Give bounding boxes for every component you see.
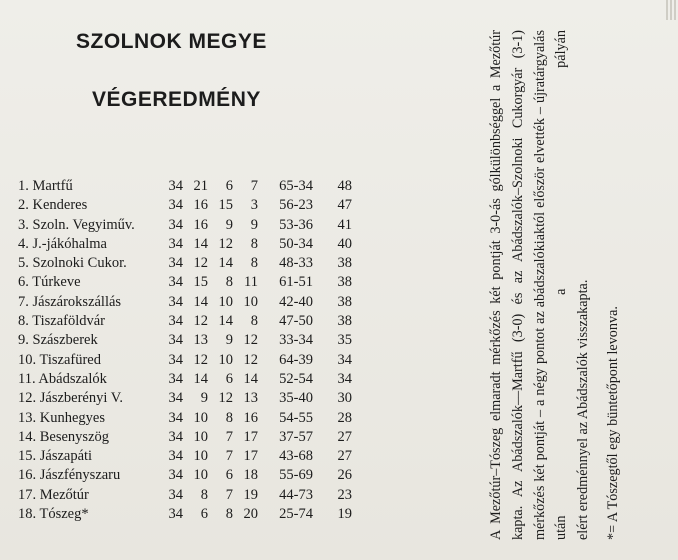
team-label: Szászberek	[32, 332, 98, 349]
points-cell: 38	[337, 313, 352, 330]
played-cell: 34	[168, 448, 183, 465]
rank-number: 12.	[18, 390, 37, 407]
match-note-text: A Mezőtúr–Tószeg elmaradt mérkőzés két pontját 3-0-ás gólkülönbséggel a Mezőtúr kapta. Az Abádszalók––Martfű (3-0) és az Abádszalók–Szolnoki Cukorgyár (3-1) mérkőzés két pontját – a négy pontot az abádszalókiaktól először elvették – újratárgyalás után a pályán	[488, 30, 570, 540]
points-cell: 27	[337, 448, 352, 465]
team-name	[18, 236, 107, 253]
rank-number: 10.	[18, 351, 37, 368]
drawn-cell: 6	[225, 370, 233, 387]
lost-cell: 12	[243, 332, 258, 349]
won-cell: 14	[193, 293, 208, 310]
played-cell: 34	[168, 332, 183, 349]
played-cell: 34	[168, 409, 183, 426]
goals-cell: 35-40	[279, 390, 313, 407]
won-cell: 14	[193, 370, 208, 387]
lost-cell: 7	[250, 178, 258, 194]
standings-row	[18, 371, 368, 390]
won-cell: 12	[193, 351, 208, 368]
team-label: Kenderes	[32, 197, 88, 214]
drawn-cell: 12	[218, 390, 233, 407]
lost-cell: 9	[250, 216, 258, 233]
lost-cell: 8	[250, 235, 258, 252]
team-name	[18, 487, 89, 504]
drawn-cell: 6	[225, 178, 233, 194]
goals-cell: 65-34	[279, 178, 313, 194]
lost-cell: 3	[250, 197, 258, 214]
team-name	[18, 390, 123, 407]
points-cell: 38	[337, 293, 352, 310]
standings-row	[18, 410, 368, 429]
rank-number: 6.	[18, 274, 29, 291]
lost-cell: 13	[243, 390, 258, 407]
standings-row	[18, 390, 368, 409]
standings-row	[18, 332, 368, 351]
standings-row	[18, 467, 368, 486]
won-cell: 16	[193, 197, 208, 214]
team-name	[18, 506, 89, 523]
points-cell: 26	[337, 467, 352, 484]
match-note-last-line: elért eredménnyel az Abádszalók visszakapta.	[575, 279, 592, 540]
team-name	[18, 178, 73, 195]
team-name	[18, 217, 135, 234]
standings-table	[18, 178, 368, 525]
played-cell: 34	[168, 235, 183, 252]
team-name	[18, 429, 109, 446]
lost-cell: 19	[243, 486, 258, 503]
team-name	[18, 255, 127, 272]
points-cell: 30	[337, 390, 352, 407]
match-note	[486, 30, 595, 540]
goals-cell: 53-36	[279, 216, 313, 233]
standings-row	[18, 313, 368, 332]
standings-row	[18, 294, 368, 313]
team-label: Szolnoki Cukor.	[32, 255, 127, 272]
rank-number: 15.	[18, 448, 37, 465]
county-title: SZOLNOK MEGYE	[76, 30, 267, 53]
played-cell: 34	[168, 178, 183, 194]
points-cell: 47	[337, 197, 352, 214]
drawn-cell: 12	[218, 235, 233, 252]
won-cell: 9	[200, 390, 208, 407]
won-cell: 8	[200, 486, 208, 503]
rank-number: 9.	[18, 332, 29, 349]
rank-number: 5.	[18, 255, 29, 272]
perforation-edge	[666, 0, 678, 20]
team-label: Martfű	[32, 178, 73, 194]
played-cell: 34	[168, 274, 183, 291]
standings-row	[18, 506, 368, 525]
lost-cell: 17	[243, 448, 258, 465]
drawn-cell: 15	[218, 197, 233, 214]
penalty-footnote: *= A Tószegtől egy büntetőpont levonva.	[604, 306, 621, 540]
played-cell: 34	[168, 390, 183, 407]
points-cell: 35	[337, 332, 352, 349]
team-name	[18, 197, 87, 214]
team-label: J.-jákóhalma	[32, 235, 107, 252]
standings-row	[18, 236, 368, 255]
rank-number: 18.	[18, 506, 37, 523]
goals-cell: 37-57	[279, 428, 313, 445]
team-label: Besenyszög	[39, 428, 110, 445]
rank-number: 8.	[18, 313, 29, 330]
standings-row	[18, 178, 368, 197]
vertical-note	[486, 30, 625, 540]
drawn-cell: 9	[225, 216, 233, 233]
goals-cell: 42-40	[279, 293, 313, 310]
played-cell: 34	[168, 506, 183, 523]
goals-cell: 48-33	[279, 255, 313, 272]
lost-cell: 17	[243, 428, 258, 445]
lost-cell: 14	[243, 370, 258, 387]
points-cell: 23	[337, 486, 352, 503]
standings-row	[18, 217, 368, 236]
team-label: Tószeg*	[39, 506, 89, 523]
points-cell: 40	[337, 235, 352, 252]
rank-number: 17.	[18, 486, 37, 503]
won-cell: 12	[193, 255, 208, 272]
points-cell: 28	[337, 409, 352, 426]
played-cell: 34	[168, 197, 183, 214]
played-cell: 34	[168, 467, 183, 484]
won-cell: 13	[193, 332, 208, 349]
goals-cell: 56-23	[279, 197, 313, 214]
goals-cell: 44-73	[279, 486, 313, 503]
goals-cell: 43-68	[279, 448, 313, 465]
goals-cell: 52-54	[279, 370, 313, 387]
goals-cell: 25-74	[279, 506, 313, 523]
goals-cell: 47-50	[279, 313, 313, 330]
won-cell: 10	[193, 448, 208, 465]
final-results-heading: VÉGEREDMÉNY	[92, 88, 261, 111]
drawn-cell: 7	[225, 486, 233, 503]
won-cell: 12	[193, 313, 208, 330]
drawn-cell: 10	[218, 293, 233, 310]
standings-row	[18, 274, 368, 293]
team-name	[18, 313, 105, 330]
played-cell: 34	[168, 370, 183, 387]
points-cell: 41	[337, 216, 352, 233]
won-cell: 10	[193, 409, 208, 426]
lost-cell: 8	[250, 255, 258, 272]
team-label: Tiszafüred	[39, 351, 101, 368]
team-name	[18, 294, 121, 311]
lost-cell: 12	[243, 351, 258, 368]
team-name	[18, 448, 92, 465]
standings-row	[18, 255, 368, 274]
drawn-cell: 10	[218, 351, 233, 368]
goals-cell: 33-34	[279, 332, 313, 349]
standings-row	[18, 487, 368, 506]
won-cell: 6	[200, 506, 208, 523]
team-label: Jászapáti	[39, 448, 93, 465]
rank-number: 2.	[18, 197, 29, 214]
played-cell: 34	[168, 486, 183, 503]
rank-number: 3.	[18, 216, 29, 233]
lost-cell: 11	[244, 274, 258, 291]
played-cell: 34	[168, 313, 183, 330]
team-label: Jászfényszaru	[39, 467, 121, 484]
rank-number: 11.	[18, 370, 36, 387]
team-label: Jászberényi V.	[39, 390, 123, 407]
team-label: Mezőtúr	[39, 486, 89, 503]
played-cell: 34	[168, 351, 183, 368]
goals-cell: 61-51	[279, 274, 313, 291]
won-cell: 10	[193, 467, 208, 484]
team-name	[18, 410, 105, 427]
drawn-cell: 7	[225, 448, 233, 465]
rank-number: 4.	[18, 235, 29, 252]
won-cell: 21	[193, 178, 208, 194]
team-name	[18, 352, 101, 369]
team-label: Abádszalók	[38, 370, 107, 387]
drawn-cell: 9	[225, 332, 233, 349]
standings-row	[18, 352, 368, 371]
won-cell: 10	[193, 428, 208, 445]
drawn-cell: 14	[218, 313, 233, 330]
team-name	[18, 371, 107, 388]
points-cell: 48	[337, 178, 352, 194]
goals-cell: 64-39	[279, 351, 313, 368]
points-cell: 38	[337, 255, 352, 272]
lost-cell: 16	[243, 409, 258, 426]
goals-cell: 50-34	[279, 235, 313, 252]
points-cell: 34	[337, 370, 352, 387]
drawn-cell: 8	[225, 506, 233, 523]
won-cell: 14	[193, 235, 208, 252]
goals-cell: 55-69	[279, 467, 313, 484]
points-cell: 38	[337, 274, 352, 291]
played-cell: 34	[168, 293, 183, 310]
team-name	[18, 332, 98, 349]
drawn-cell: 14	[218, 255, 233, 272]
drawn-cell: 8	[225, 409, 233, 426]
points-cell: 27	[337, 428, 352, 445]
played-cell: 34	[168, 255, 183, 272]
standings-row	[18, 197, 368, 216]
drawn-cell: 7	[225, 428, 233, 445]
points-cell: 34	[337, 351, 352, 368]
points-cell: 19	[337, 506, 352, 523]
team-label: Tiszaföldvár	[32, 313, 106, 330]
team-name	[18, 467, 120, 484]
lost-cell: 18	[243, 467, 258, 484]
team-label: Kunhegyes	[39, 409, 105, 426]
lost-cell: 10	[243, 293, 258, 310]
played-cell: 34	[168, 428, 183, 445]
rank-number: 7.	[18, 293, 29, 310]
team-label: Jászárokszállás	[32, 293, 122, 310]
won-cell: 16	[193, 216, 208, 233]
drawn-cell: 8	[225, 274, 233, 291]
team-label: Túrkeve	[32, 274, 81, 291]
team-name	[18, 274, 81, 291]
rank-number: 13.	[18, 409, 37, 426]
goals-cell: 54-55	[279, 409, 313, 426]
rank-number: 16.	[18, 467, 37, 484]
lost-cell: 8	[250, 313, 258, 330]
standings-row	[18, 429, 368, 448]
rank-number: 1.	[18, 178, 29, 194]
lost-cell: 20	[243, 506, 258, 523]
won-cell: 15	[193, 274, 208, 291]
rank-number: 14.	[18, 428, 37, 445]
standings-row	[18, 448, 368, 467]
team-label: Szoln. Vegyiműv.	[32, 216, 135, 233]
drawn-cell: 6	[225, 467, 233, 484]
played-cell: 34	[168, 216, 183, 233]
